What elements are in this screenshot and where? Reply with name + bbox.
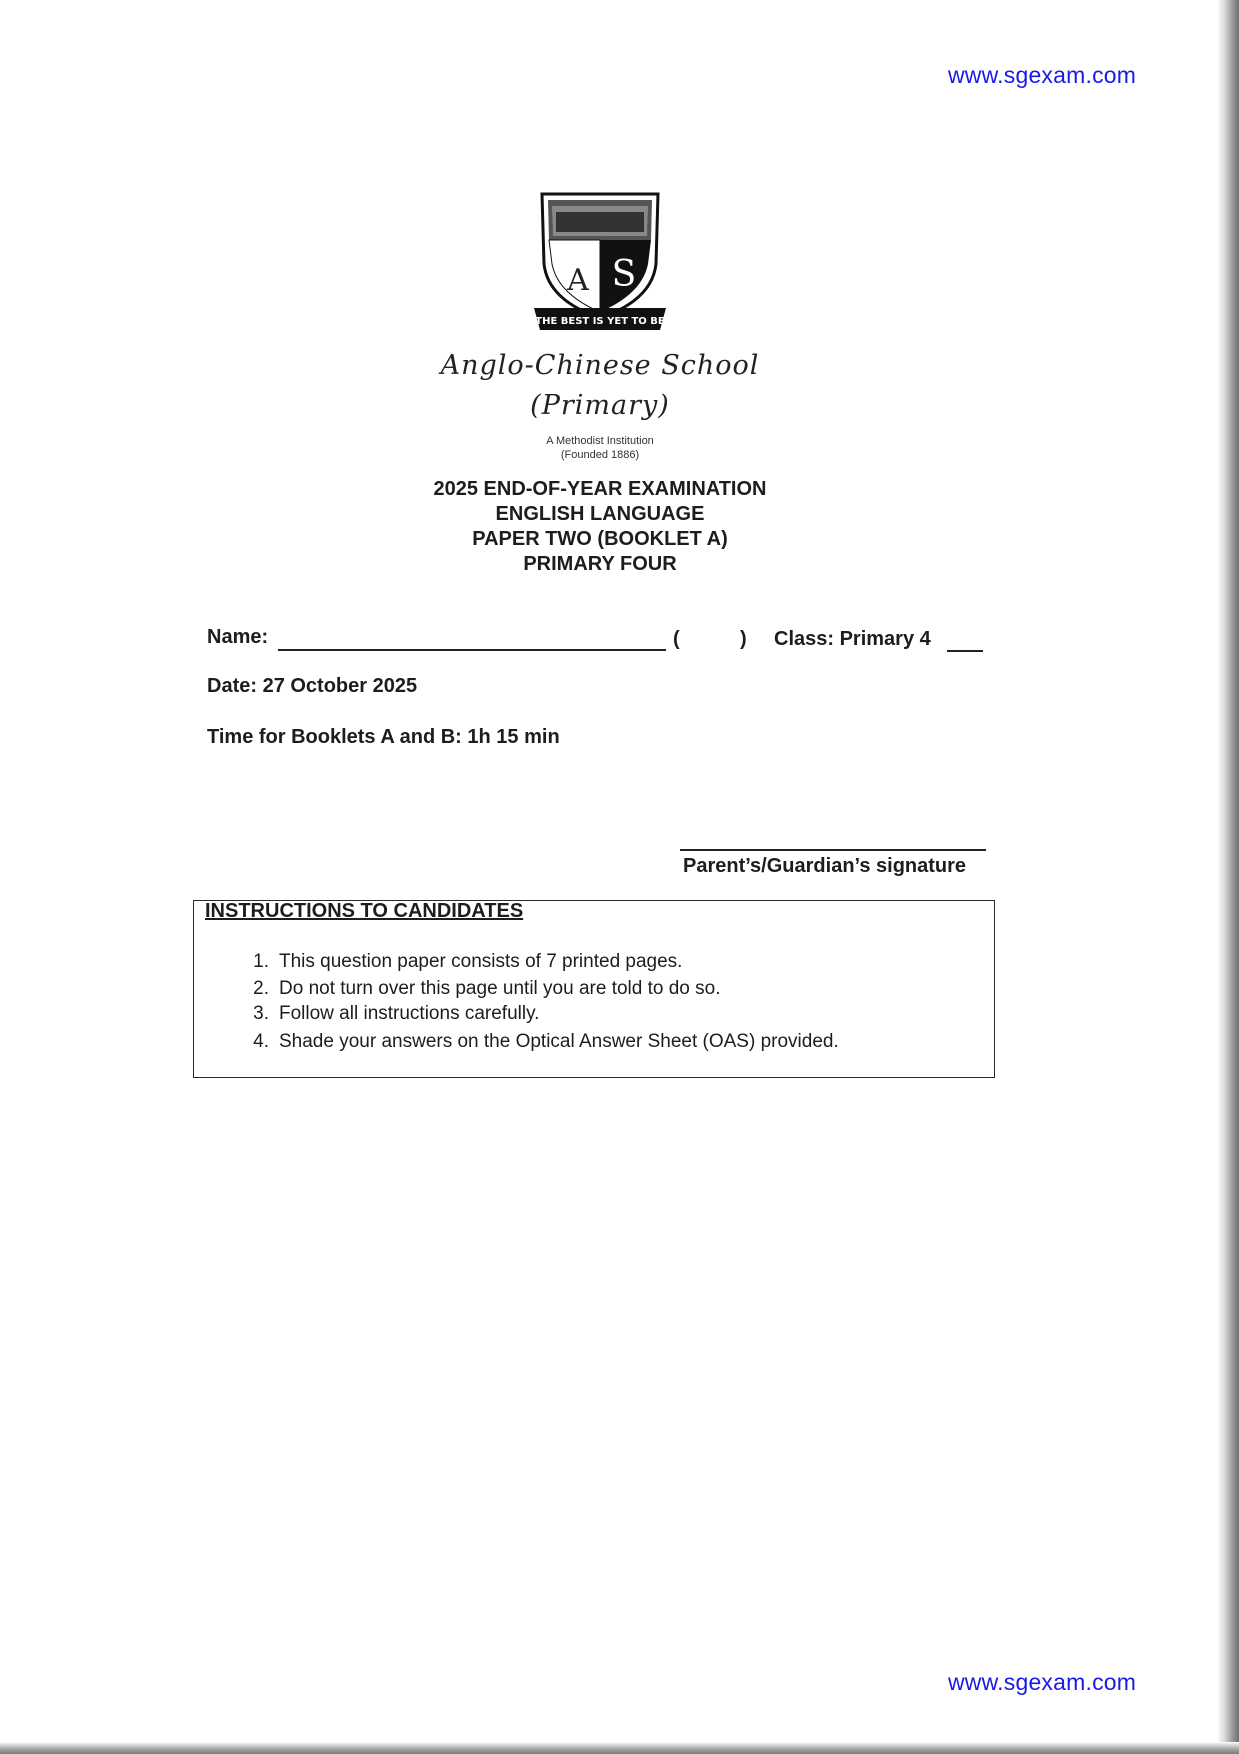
instruction-text: Do not turn over this page until you are told to do so. <box>279 978 721 999</box>
date-label: Date: 27 October 2025 <box>207 675 418 697</box>
exam-subject: ENGLISH LANGUAGE <box>495 503 705 525</box>
instruction-number: 4. <box>253 1031 269 1052</box>
signature-field[interactable] <box>680 849 986 851</box>
instruction-number: 1. <box>253 951 269 972</box>
svg-text:A: A <box>567 263 589 298</box>
school-division: (Primary) <box>530 390 670 421</box>
watermark-top[interactable]: www.sgexam.com <box>948 62 1137 88</box>
class-label: Class: Primary 4 <box>774 628 931 650</box>
scan-edge-right <box>1217 0 1239 1754</box>
instruction-number: 2. <box>253 978 269 999</box>
instruction-item <box>236 978 721 1000</box>
name-field[interactable] <box>278 649 666 651</box>
class-field[interactable] <box>947 650 983 652</box>
instruction-item <box>236 1003 539 1025</box>
index-number-close: ) <box>740 628 747 650</box>
instruction-text: Follow all instructions carefully. <box>279 1003 540 1024</box>
exam-level: PRIMARY FOUR <box>523 553 677 575</box>
instruction-number: 3. <box>253 1003 269 1024</box>
name-label: Name: <box>207 626 269 648</box>
exam-paper: PAPER TWO (BOOKLET A) <box>472 528 728 550</box>
time-label: Time for Booklets A and B: 1h 15 min <box>207 726 560 748</box>
svg-text:THE BEST IS YET TO BE: THE BEST IS YET TO BE <box>535 316 665 327</box>
instruction-text: This question paper consists of 7 printed pages. <box>279 951 683 972</box>
instruction-item <box>236 1031 839 1053</box>
scan-edge-bottom <box>0 1742 1239 1754</box>
svg-text:S: S <box>611 254 637 295</box>
instruction-item <box>236 951 682 973</box>
school-crest-logo <box>528 190 672 340</box>
institution-label: A Methodist Institution <box>546 435 654 447</box>
signature-label: Parent’s/Guardian’s signature <box>683 855 967 877</box>
instruction-text: Shade your answers on the Optical Answer Sheet (OAS) provided. <box>279 1031 839 1052</box>
instructions-heading: INSTRUCTIONS TO CANDIDATES <box>205 900 524 922</box>
watermark-bottom[interactable]: www.sgexam.com <box>948 1669 1137 1695</box>
school-name: Anglo-Chinese School <box>440 350 760 381</box>
index-number-open: ( <box>673 628 680 650</box>
exam-title: 2025 END-OF-YEAR EXAMINATION <box>433 478 767 500</box>
founded-label: (Founded 1886) <box>560 449 640 461</box>
